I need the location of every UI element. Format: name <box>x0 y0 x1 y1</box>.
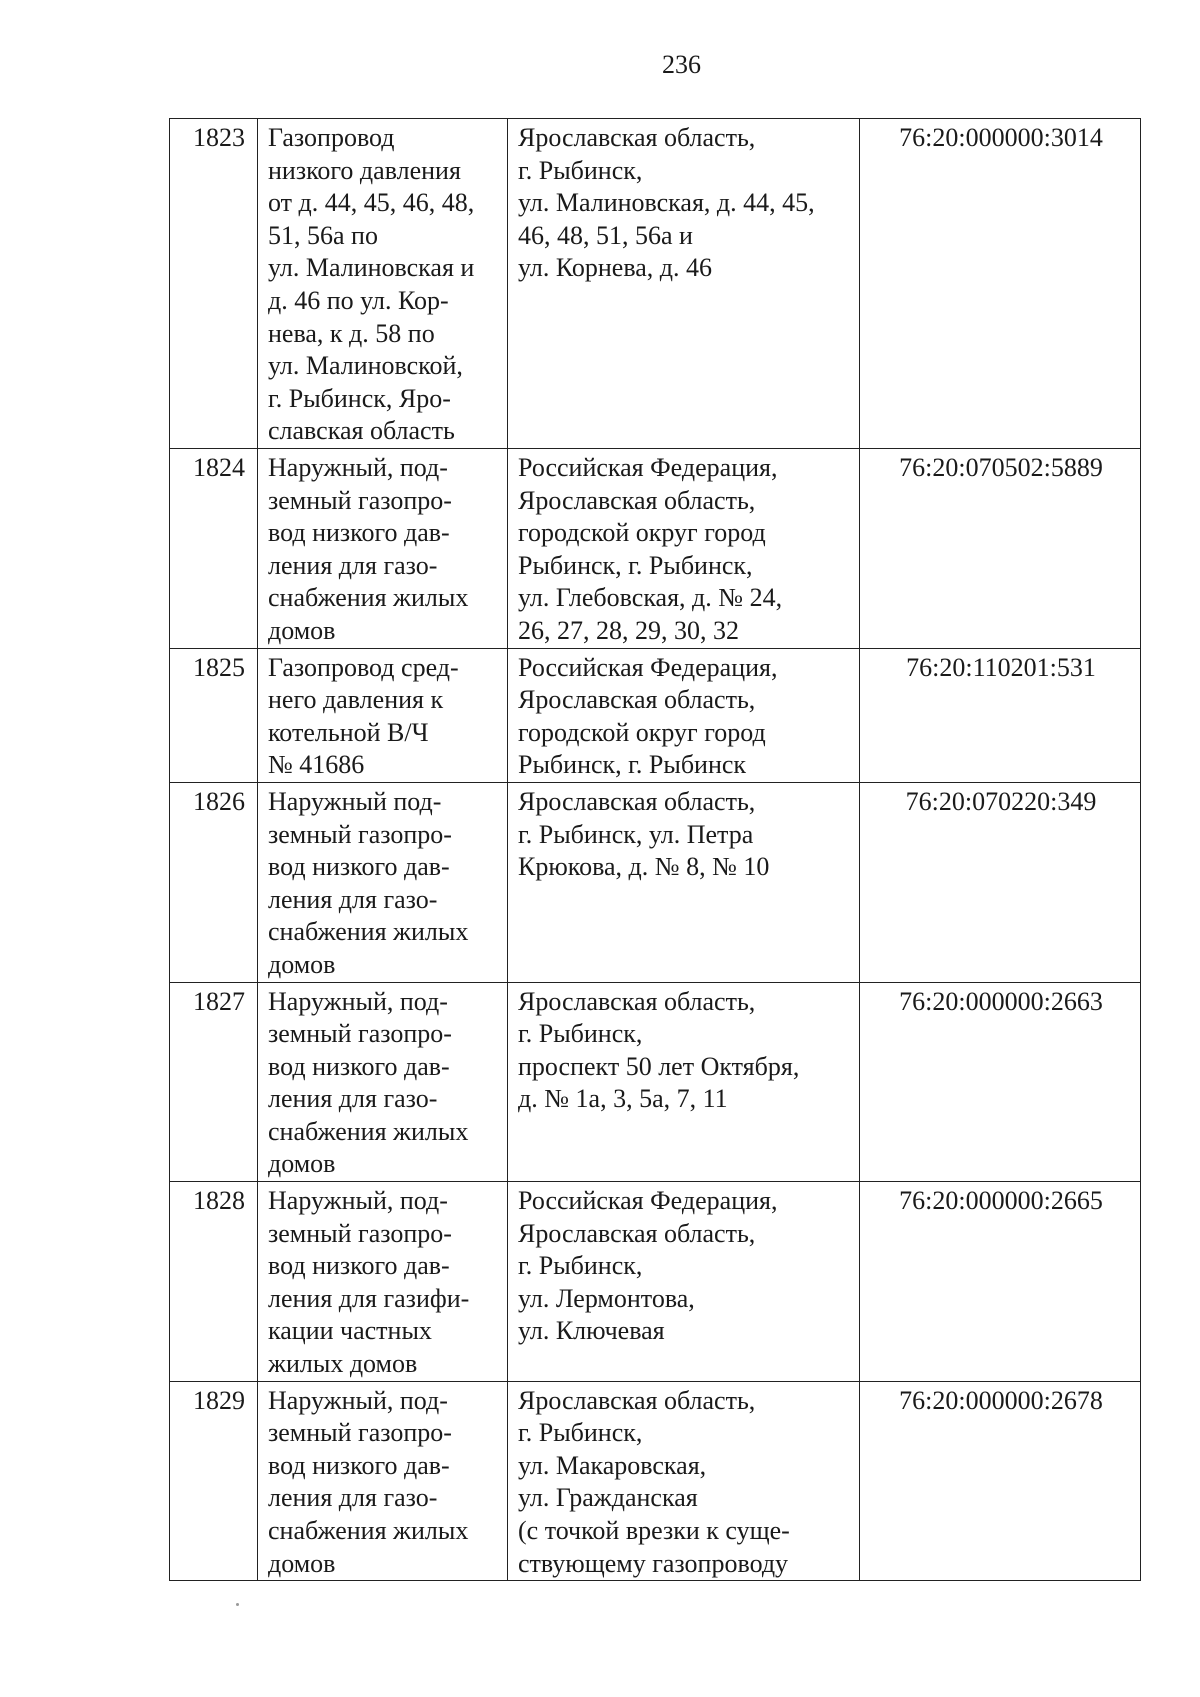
row-number: 1827 <box>170 982 258 1182</box>
page-number: 236 <box>662 50 701 79</box>
table-row <box>170 1381 1141 1581</box>
table-row <box>170 782 1141 982</box>
cadastral-number: 76:20:000000:2663 <box>860 982 1141 1182</box>
cadastral-number: 76:20:000000:3014 <box>860 119 1141 449</box>
row-number: 1824 <box>170 449 258 649</box>
scan-speck <box>236 1603 239 1606</box>
object-address: Российская Федерация, Ярославская область, г. Рыбинск, ул. Лермонтова, ул. Ключевая <box>508 1182 860 1382</box>
object-address: Российская Федерация, Ярославская область, городской округ город Рыбинск, г. Рыбинск <box>508 648 860 782</box>
cadastral-number: 76:20:070502:5889 <box>860 449 1141 649</box>
cadastral-number: 76:20:070220:349 <box>860 782 1141 982</box>
object-name: Наружный, под- земный газопро- вод низкого дав- ления для газо- снабжения жилых домов <box>258 449 508 649</box>
object-name: Газопровод низкого давления от д. 44, 45, 46, 48, 51, 56а по ул. Малиновская и д. 46 по ул. Кор- нева, к д. 58 по ул. Малиновской, г. Рыбинск, Яро- славская область <box>258 119 508 449</box>
table-row <box>170 1182 1141 1382</box>
object-name: Наружный, под- земный газопро- вод низкого дав- ления для газо- снабжения жилых домов <box>258 982 508 1182</box>
object-address: Ярославская область, г. Рыбинск, проспект 50 лет Октября, д. № 1а, 3, 5а, 7, 11 <box>508 982 860 1182</box>
object-name: Наружный, под- земный газопро- вод низкого дав- ления для газифи- кации частных жилых домов <box>258 1182 508 1382</box>
object-name: Наружный под- земный газопро- вод низкого дав- ления для газо- снабжения жилых домов <box>258 782 508 982</box>
table-row <box>170 982 1141 1182</box>
object-name: Газопровод сред- него давления к котельной В/Ч № 41686 <box>258 648 508 782</box>
object-address: Российская Федерация, Ярославская область, городской округ город Рыбинск, г. Рыбинск, ул. Глебовская, д. № 24, 26, 27, 28, 29, 30, 32 <box>508 449 860 649</box>
cadastral-number: 76:20:000000:2665 <box>860 1182 1141 1382</box>
object-address: Ярославская область, г. Рыбинск, ул. Петра Крюкова, д. № 8, № 10 <box>508 782 860 982</box>
table-row <box>170 119 1141 449</box>
object-address: Ярославская область, г. Рыбинск, ул. Малиновская, д. 44, 45, 46, 48, 51, 56а и ул. Корнева, д. 46 <box>508 119 860 449</box>
row-number: 1825 <box>170 648 258 782</box>
row-number: 1823 <box>170 119 258 449</box>
registry-table <box>169 118 1141 1581</box>
object-address: Ярославская область, г. Рыбинск, ул. Макаровская, ул. Гражданская (с точкой врезки к суще- ствующему газопроводу <box>508 1381 860 1581</box>
table-row <box>170 648 1141 782</box>
row-number: 1826 <box>170 782 258 982</box>
cadastral-number: 76:20:110201:531 <box>860 648 1141 782</box>
object-name: Наружный, под- земный газопро- вод низкого дав- ления для газо- снабжения жилых домов <box>258 1381 508 1581</box>
cadastral-number: 76:20:000000:2678 <box>860 1381 1141 1581</box>
table-row <box>170 449 1141 649</box>
row-number: 1828 <box>170 1182 258 1382</box>
row-number: 1829 <box>170 1381 258 1581</box>
